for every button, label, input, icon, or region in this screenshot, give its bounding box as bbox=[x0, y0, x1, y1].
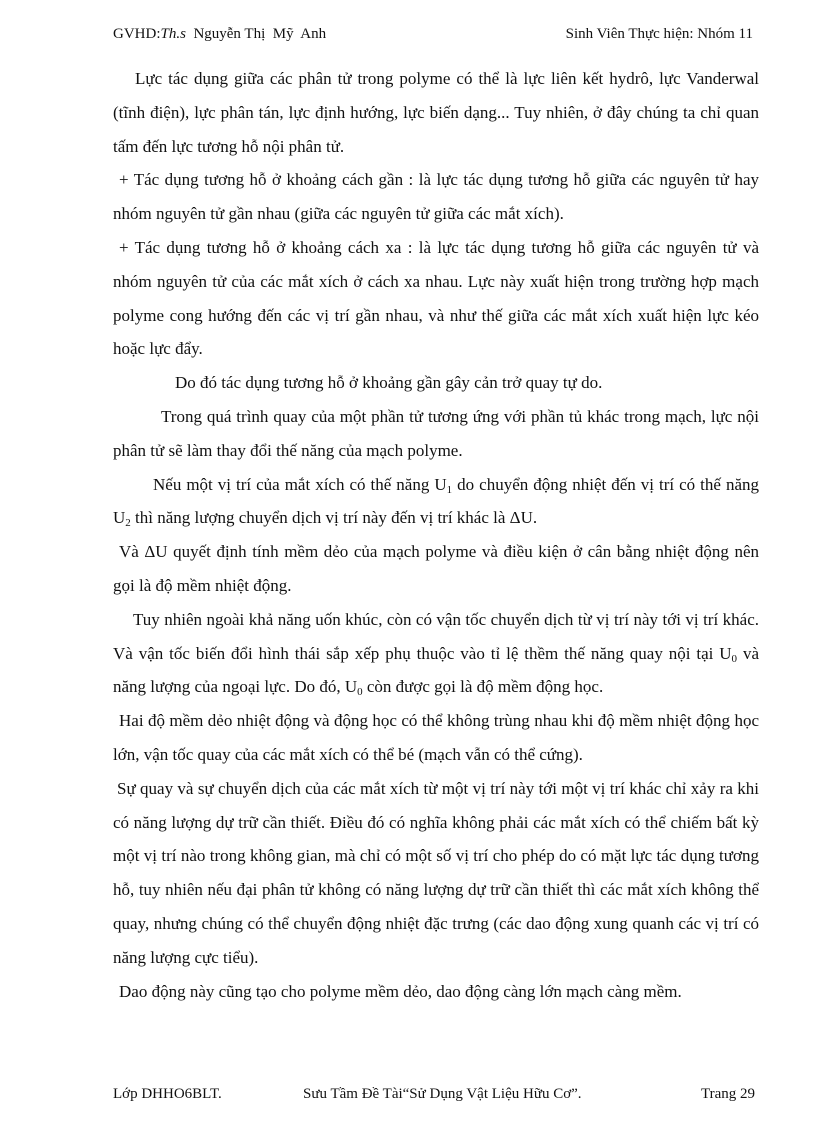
page-footer bbox=[113, 1086, 755, 1108]
paragraph: Sự quay và sự chuyển dịch của các mắt xích từ một vị trí này tới một vị trí khác chỉ xảy ra khi có năng lượng dự trữ cần thiết. Điều đó có nghĩa không phải các mắt xích có thể chiếm bất kỳ một vị trí nào trong không gian, mà chỉ có một số vị trí cho phép do có mặt lực tác dụng tương hỗ, tuy nhiên nếu đại phân tử không có năng lượng dự trữ cần thiết thì các mắt xích không thể quay, nhưng chúng có thể chuyển động nhiệt đặc trưng (các dao động xung quanh các vị trí có năng lượng cực tiểu). bbox=[113, 778, 759, 967]
paragraph: Lực tác dụng giữa các phân tử trong polyme có thể là lực liên kết hydrô, lực Vanderwal (tĩnh điện), lực phân tán, lực định hướng, lực biến dạng... Tuy nhiên, ở đây chúng ta chỉ quan tấm đến lực tương hỗ nội phân tử. bbox=[113, 69, 759, 156]
footer-topic: Sưu Tầm Đề Tài“Sử Dụng Vật Liệu Hữu Cơ”. bbox=[303, 1086, 582, 1102]
header-advisor-title: Th.s bbox=[160, 26, 186, 42]
paragraph: Trong quá trình quay của một phần tử tương ứng với phần tủ khác trong mạch, lực nội phân tử sẽ làm thay đổi thế năng của mạch polyme. bbox=[113, 406, 759, 460]
paragraph: Dao động này cũng tạo cho polyme mềm dẻo, dao động càng lớn mạch càng mềm. bbox=[119, 981, 682, 1001]
header-students: Sinh Viên Thực hiện: Nhóm 11 bbox=[565, 26, 753, 42]
paragraph: + Tác dụng tương hỗ ở khoảng cách xa : là lực tác dụng tương hỗ giữa các nguyên tử và nhóm nguyên tử của các mắt xích ở cách xa nhau. Lực này xuất hiện trong trường hợp mạch polyme cong hướng đến các vị trí gần nhau, và như thế giữa các mắt xích xuất hiện lực kéo hoặc lực đẩy. bbox=[113, 237, 759, 359]
header-advisor-prefix: GVHD: bbox=[113, 26, 161, 42]
footer-page-number: Trang 29 bbox=[700, 1086, 755, 1102]
paragraph: Do đó tác dụng tương hỗ ở khoảng gần gây cản trở quay tự do. bbox=[175, 373, 603, 393]
paragraph: + Tác dụng tương hỗ ở khoảng cách gần : là lực tác dụng tương hỗ giữa các nguyên tử hay nhóm nguyên tử gần nhau (giữa các nguyên tử giữa các mắt xích). bbox=[113, 170, 759, 224]
document-body bbox=[113, 62, 759, 1008]
footer-class: Lớp DHHO6BLT. bbox=[113, 1086, 222, 1102]
paragraph: Nếu một vị trí của mắt xích có thế năng $U_1$ do chuyển động nhiệt đến vị trí có thế năng $U_2$ thì năng lượng chuyển dịch vị trí này đến vị trí khác là ΔU. bbox=[113, 474, 759, 530]
page-header bbox=[113, 26, 753, 48]
header-advisor bbox=[113, 26, 326, 43]
paragraph: Hai độ mềm dẻo nhiệt động và động học có thể không trùng nhau khi độ mềm nhiệt động học lớn, vận tốc quay của các mắt xích có thể bé (mạch vẫn có thể cứng). bbox=[113, 711, 759, 764]
paragraph: Tuy nhiên ngoài khả năng uốn khúc, còn có vận tốc chuyển dịch từ vị trí này tới vị trí khác. Và vận tốc biến đổi hình thái sắp xếp phụ thuộc vào tỉ lệ thềm thế năng quay nội tại $U_0$ và năng lượng của ngoại lực. Do đó, $U_0$ còn được gọi là độ mềm động học. bbox=[113, 609, 759, 699]
paragraph: Và ΔU quyết định tính mềm dẻo của mạch polyme và điều kiện ở cân bằng nhiệt động nên gọi là độ mềm nhiệt động. bbox=[113, 542, 759, 595]
header-advisor-name: Nguyễn Thị Mỹ Anh bbox=[185, 26, 327, 42]
